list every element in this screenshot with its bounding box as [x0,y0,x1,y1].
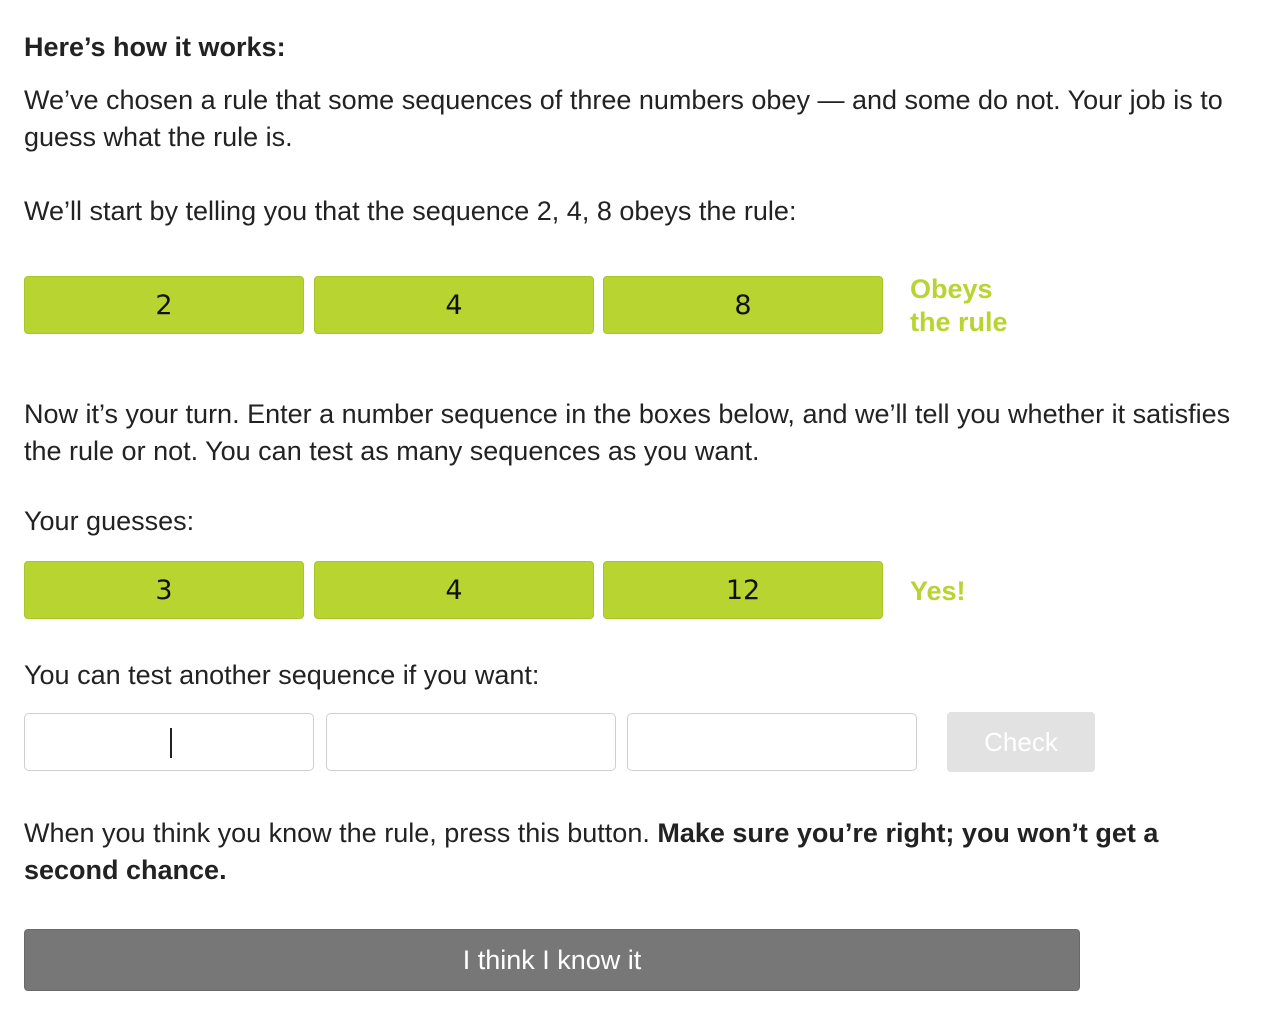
guesses-label: Your guesses: [24,506,195,536]
rule-explanation-text: We’ve chosen a rule that some sequences of three numbers obey — and some do not. Your job is to guess what the rule is. [24,85,1223,152]
guess-verdict: Yes! [910,576,966,606]
example-number-1: 2 [24,276,304,334]
final-instructions-normal: When you think you know the rule, press this button. [24,818,658,848]
check-button[interactable]: Check [947,712,1095,772]
sequence-input-3[interactable] [627,713,917,771]
guess-number-3: 12 [603,561,883,619]
test-prompt-text: You can test another sequence if you want: [24,660,540,690]
final-instructions-text [24,815,1224,889]
example-number-3: 8 [603,276,883,334]
test-sequence-form [24,713,1104,773]
turn-instructions-text: Now it’s your turn. Enter a number sequence in the boxes below, and we’ll tell you whether it satisfies the rule or not. You can test as many sequences as you want. [24,399,1231,466]
final-instructions-warning: Make sure you’re right; you won’t get a second chance. [24,818,1159,885]
example-verdict: Obeys the rule [910,274,1008,337]
example-number-2: 4 [314,276,594,334]
i-think-i-know-it-button[interactable]: I think I know it [24,929,1080,991]
sequence-input-1[interactable] [24,713,314,771]
section-heading: Here’s how it works: [24,32,286,62]
guess-number-1: 3 [24,561,304,619]
example-intro-text: We’ll start by telling you that the sequence 2, 4, 8 obeys the rule: [24,196,797,226]
guess-number-2: 4 [314,561,594,619]
sequence-input-2[interactable] [326,713,616,771]
text-cursor [170,728,172,758]
